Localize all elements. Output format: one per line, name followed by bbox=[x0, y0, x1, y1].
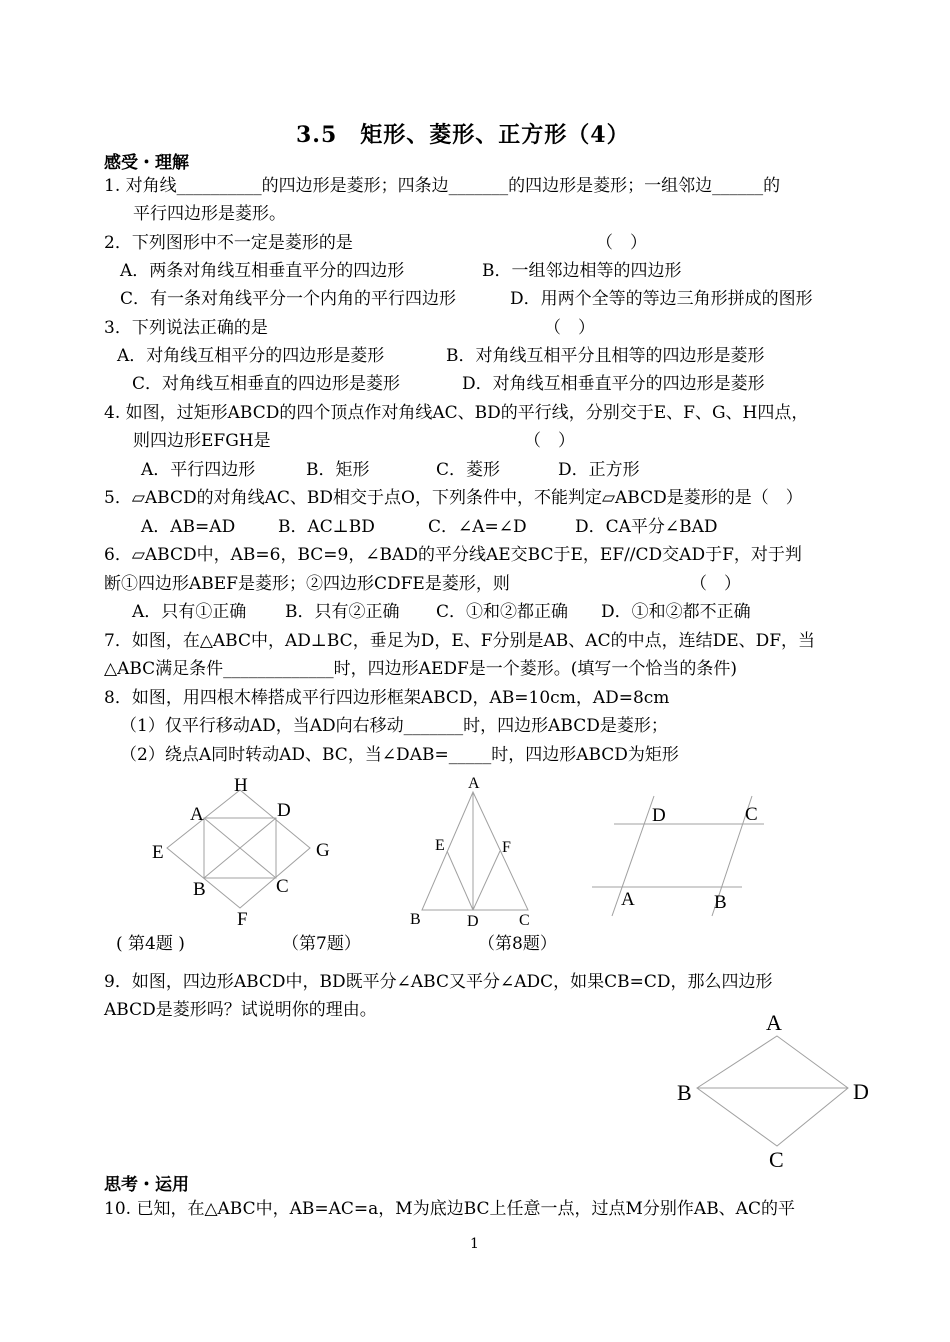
q5-option-b: B．AC⊥BD bbox=[278, 517, 375, 537]
q2-option-d: D．用两个全等的等边三角形拼成的图形 bbox=[510, 289, 813, 309]
label-a: A bbox=[190, 804, 204, 825]
section-heading-2: 思考・运用 bbox=[104, 1175, 189, 1195]
q5-stem: 5．▱ABCD的对角线AC、BD相交于点O，下列条件中，不能判定▱ABCD是菱形的是（ ） bbox=[104, 488, 803, 508]
q4-bracket: （ ） bbox=[524, 431, 575, 451]
q5-option-c: C．∠A=∠D bbox=[428, 517, 527, 537]
q3-option-c: C．对角线互相垂直的四边形是菱形 bbox=[132, 374, 401, 394]
page-number: 1 bbox=[470, 1236, 479, 1252]
q4-option-d: D．正方形 bbox=[558, 460, 640, 480]
q3-option-a: A．对角线互相平分的四边形是菱形 bbox=[117, 346, 385, 366]
q6-option-d: D．①和②都不正确 bbox=[601, 602, 751, 622]
q5-option-a: A．AB=AD bbox=[141, 517, 236, 537]
q8-part1: （1）仅平行移动AD，当AD向右移动_______时，四边形ABCD是菱形； bbox=[120, 716, 668, 736]
label-f: F bbox=[237, 909, 248, 930]
label-d: D bbox=[853, 1079, 869, 1104]
q2-option-a: A．两条对角线互相垂直平分的四边形 bbox=[120, 261, 405, 281]
q9-line1: 9．如图，四边形ABCD中，BD既平分∠ABC又平分∠ADC，如果CB=CD，那么四边形 bbox=[104, 972, 773, 992]
q9-line2: ABCD是菱形吗？试说明你的理由。 bbox=[104, 1000, 377, 1020]
q6-option-b: B．只有②正确 bbox=[285, 602, 400, 622]
label-b: B bbox=[193, 879, 206, 900]
label-b: B bbox=[714, 892, 727, 913]
q2-option-c: C．有一条对角线平分一个内角的平行四边形 bbox=[120, 289, 457, 309]
figure-q9 bbox=[670, 1008, 880, 1176]
label-b: B bbox=[410, 911, 421, 928]
label-c: C bbox=[769, 1147, 784, 1172]
q4-line2: 则四边形EFGH是 bbox=[133, 431, 271, 451]
q2-option-b: B．一组邻边相等的四边形 bbox=[482, 261, 682, 281]
q7-line1: 7．如图，在△ABC中，AD⊥BC，垂足为D，E、F分别是AB、AC的中点，连结DE、DF，当 bbox=[104, 631, 816, 651]
q6-bracket: （ ） bbox=[690, 574, 741, 594]
q2-bracket: （ ） bbox=[596, 233, 647, 253]
label-a: A bbox=[621, 889, 635, 910]
label-d: D bbox=[467, 913, 479, 930]
q1-line2: 平行四边形是菱形。 bbox=[133, 204, 286, 224]
section-heading-1: 感受・理解 bbox=[104, 153, 189, 173]
q6-line1: 6．▱ABCD中，AB=6，BC=9，∠BAD的平分线AE交BC于E，EF//CD交AD于F，对于判 bbox=[104, 545, 802, 565]
figure-q7 bbox=[400, 770, 550, 930]
label-d: D bbox=[277, 800, 291, 821]
q3-bracket: （ ） bbox=[544, 318, 595, 338]
figure-q8-caption: （第8题） bbox=[478, 934, 557, 954]
q6-option-a: A．只有①正确 bbox=[132, 602, 247, 622]
q3-stem: 3．下列说法正确的是 bbox=[104, 318, 268, 338]
label-e: E bbox=[435, 837, 445, 854]
figure-q7-caption: （第7题） bbox=[282, 934, 361, 954]
q2-stem: 2．下列图形中不一定是菱形的是 bbox=[104, 233, 353, 253]
q4-option-c: C．菱形 bbox=[436, 460, 501, 480]
figure-q4-caption: ( 第4题 ) bbox=[116, 934, 185, 954]
label-c: C bbox=[519, 912, 530, 929]
q4-option-b: B．矩形 bbox=[306, 460, 370, 480]
label-e: E bbox=[152, 842, 164, 863]
label-a: A bbox=[766, 1010, 782, 1035]
label-c: C bbox=[276, 876, 289, 897]
label-a: A bbox=[468, 775, 480, 792]
q5-option-d: D．CA平分∠BAD bbox=[575, 517, 718, 537]
q6-option-c: C．①和②都正确 bbox=[436, 602, 569, 622]
q8-part2: （2）绕点A同时转动AD、BC，当∠DAB=_____时，四边形ABCD为矩形 bbox=[120, 745, 679, 765]
q4-line1: 4. 如图，过矩形ABCD的四个顶点作对角线AC、BD的平行线，分别交于E、F、G、H四点， bbox=[104, 403, 809, 423]
page-title: 3.5 矩形、菱形、正方形（4） bbox=[296, 122, 630, 148]
label-d: D bbox=[652, 805, 666, 826]
label-b: B bbox=[677, 1080, 692, 1105]
figure-q4 bbox=[140, 770, 350, 930]
quad-abcd bbox=[697, 1036, 848, 1146]
q1-line1: 1. 对角线__________的四边形是菱形；四条边_______的四边形是菱形；一组邻边______的 bbox=[104, 176, 781, 196]
segment-df bbox=[473, 851, 500, 910]
q10-line1: 10. 已知，在△ABC中，AB=AC=a，M为底边BC上任意一点，过点M分别作AB、AC的平 bbox=[104, 1199, 795, 1219]
q3-option-b: B．对角线互相平分且相等的四边形是菱形 bbox=[446, 346, 765, 366]
q4-option-a: A．平行四边形 bbox=[141, 460, 256, 480]
label-c: C bbox=[745, 804, 758, 825]
q7-line2: △ABC满足条件_____________时，四边形AEDF是一个菱形。(填写一个恰当的条件) bbox=[104, 659, 738, 679]
q3-option-d: D．对角线互相垂直平分的四边形是菱形 bbox=[462, 374, 765, 394]
label-g: G bbox=[316, 840, 330, 861]
q6-line2: 断①四边形ABEF是菱形；②四边形CDFE是菱形，则 bbox=[104, 574, 510, 594]
figure-q8 bbox=[588, 790, 788, 925]
label-h: H bbox=[234, 775, 248, 796]
segment-de bbox=[447, 851, 473, 910]
q8-stem: 8．如图，用四根木棒搭成平行四边形框架ABCD，AB=10cm，AD=8cm bbox=[104, 688, 670, 708]
label-f: F bbox=[502, 839, 511, 856]
